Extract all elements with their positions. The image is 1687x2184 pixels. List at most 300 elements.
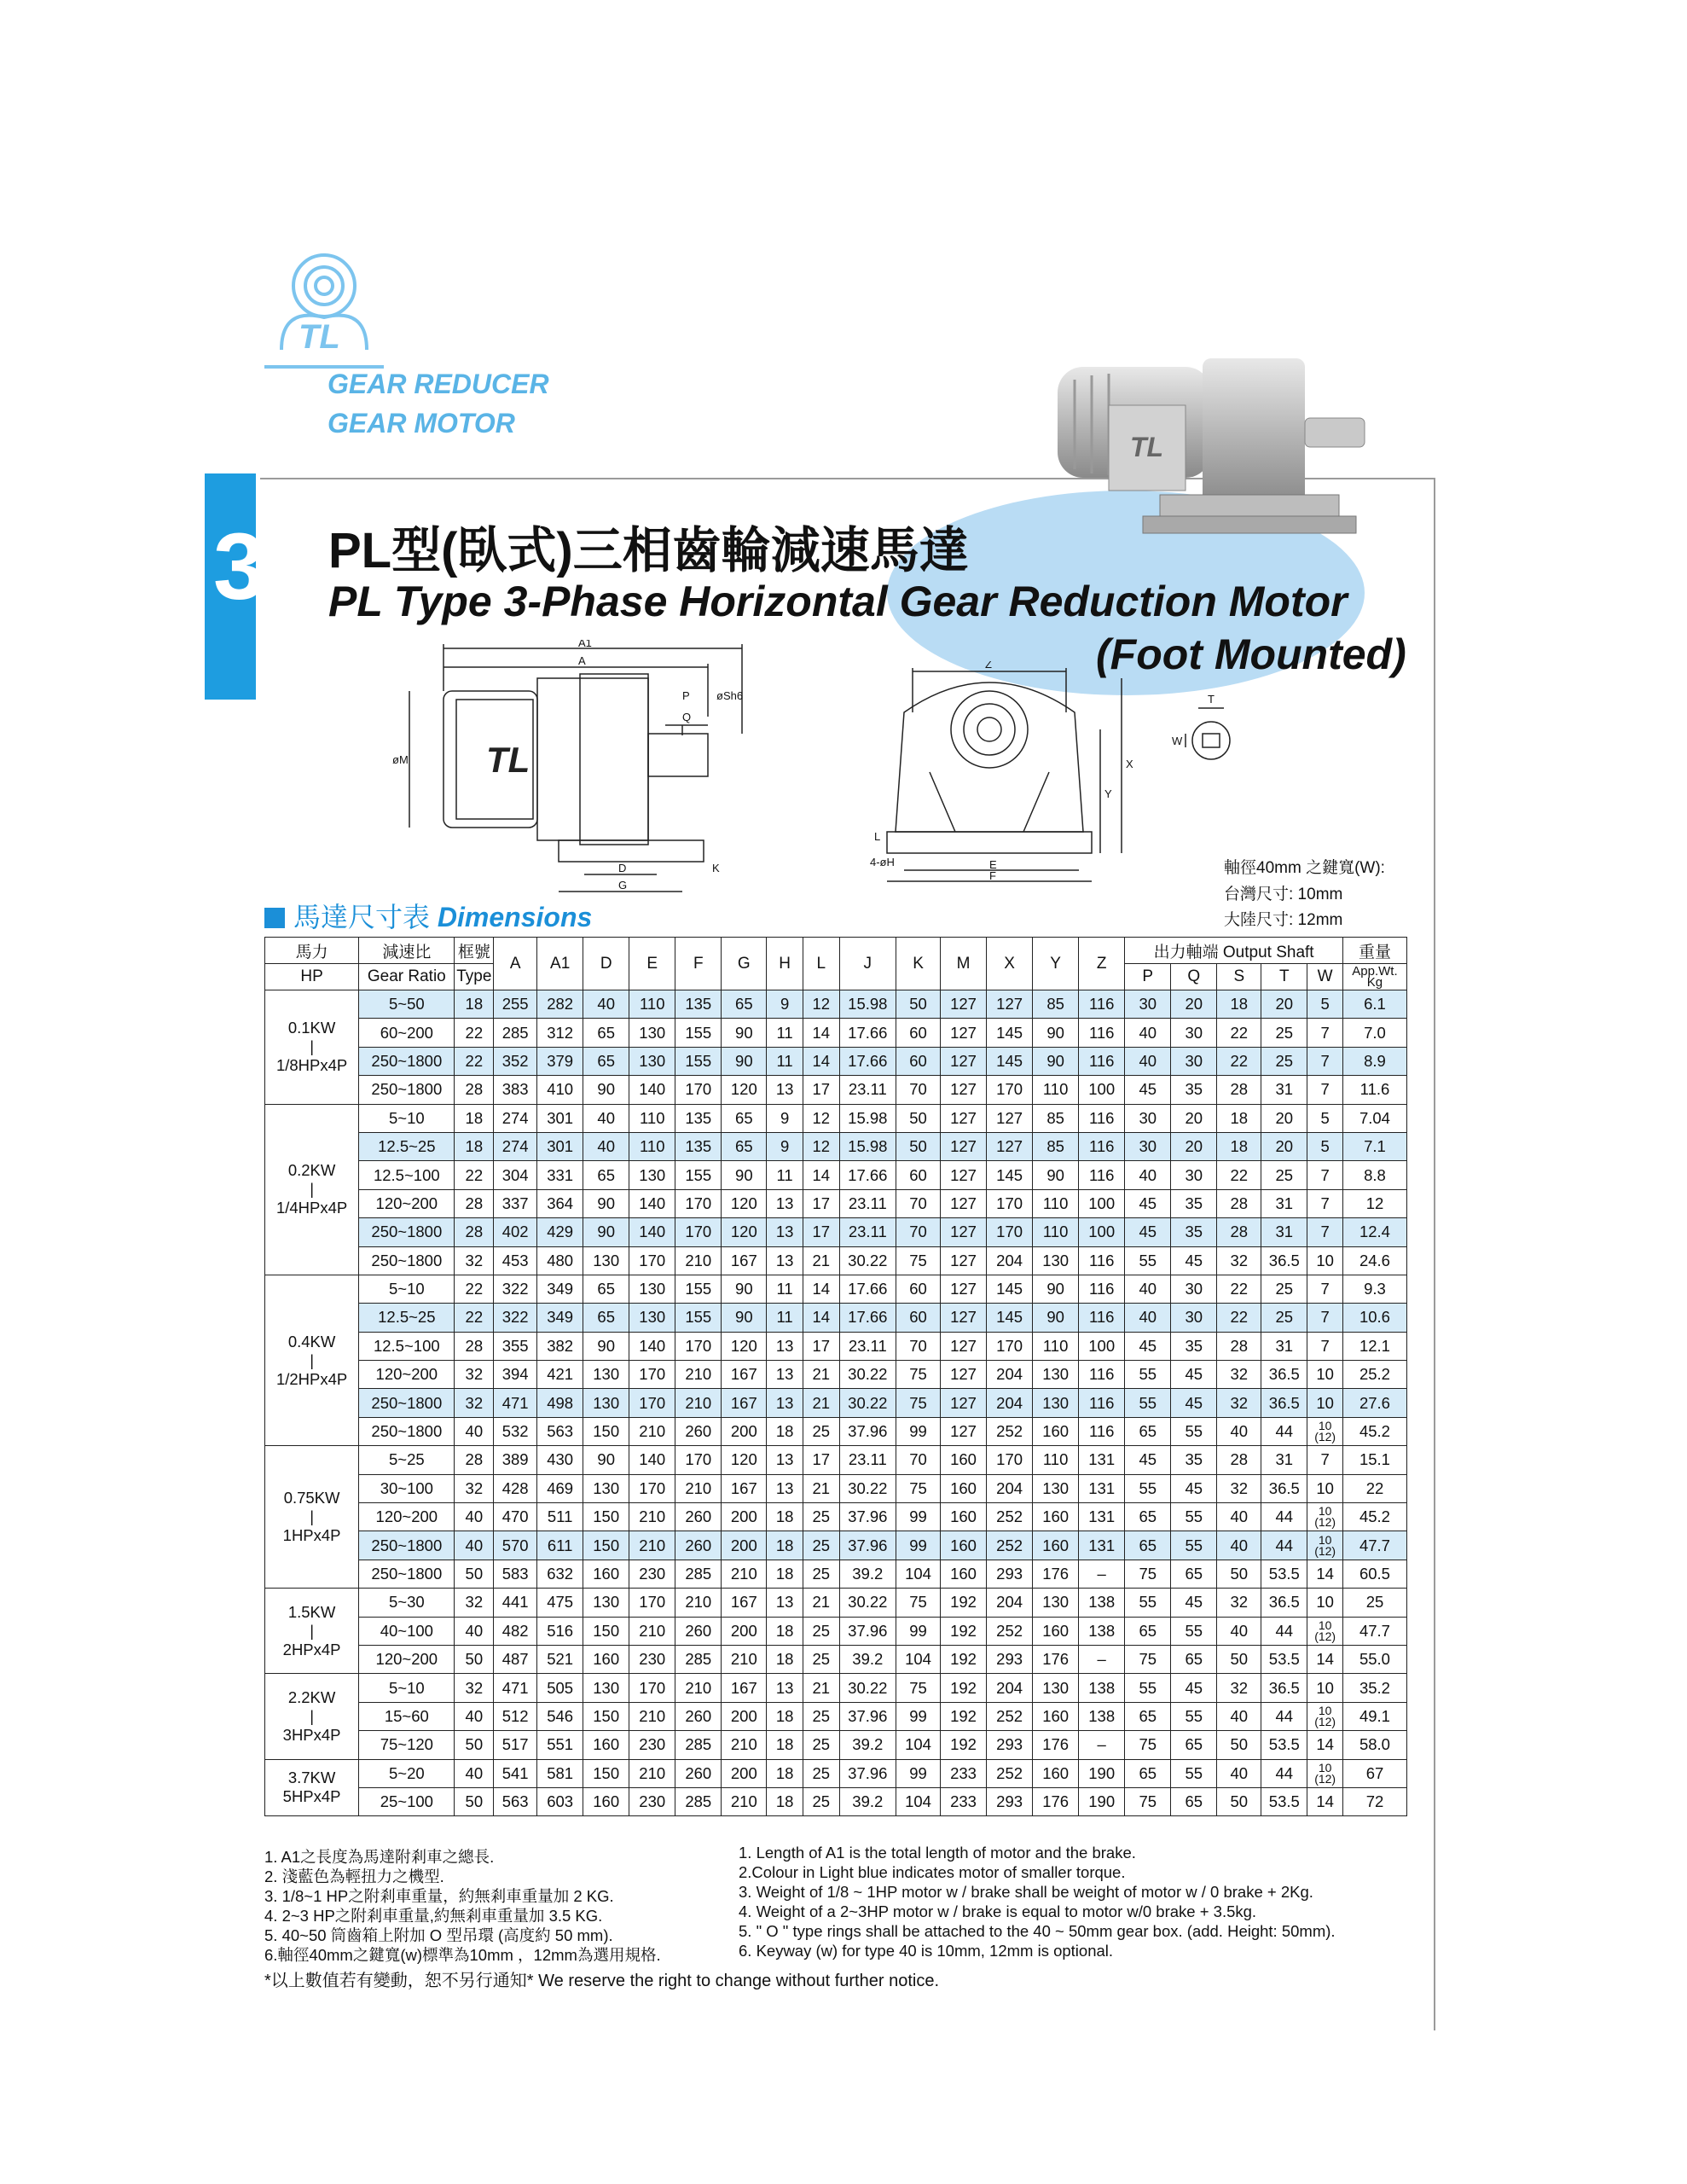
table-cell: 22 xyxy=(455,1047,494,1075)
page-number: 37 xyxy=(213,514,301,619)
table-cell: 250~1800 xyxy=(359,1560,455,1588)
table-cell: 190 xyxy=(1079,1759,1125,1787)
table-cell: 58.0 xyxy=(1342,1731,1406,1759)
table-cell: 382 xyxy=(537,1332,583,1360)
table-cell: 130 xyxy=(629,1304,675,1332)
table-cell: 170 xyxy=(987,1446,1033,1474)
note-zh: 1. A1之長度為馬達附剎車之總長. xyxy=(264,1848,495,1866)
table-cell: 170 xyxy=(987,1189,1033,1217)
table-cell: 25 xyxy=(803,1531,839,1560)
table-row xyxy=(265,1446,1407,1474)
header-col: M xyxy=(941,938,987,990)
table-cell: 352 xyxy=(494,1047,537,1075)
table-cell: 379 xyxy=(537,1047,583,1075)
table-cell: 17.66 xyxy=(839,1019,896,1047)
table-cell: 40 xyxy=(455,1417,494,1445)
table-cell: 36.5 xyxy=(1261,1389,1307,1417)
table-cell: 11.6 xyxy=(1342,1076,1406,1104)
table-cell: 28 xyxy=(1217,1076,1261,1104)
table-cell: 127 xyxy=(941,1332,987,1360)
table-cell: 40 xyxy=(1217,1531,1261,1560)
table-cell: 170 xyxy=(675,1332,722,1360)
table-cell: 31 xyxy=(1261,1446,1307,1474)
hp-line: | xyxy=(310,1180,314,1199)
table-cell: 110 xyxy=(629,990,675,1019)
table-cell: 22 xyxy=(1217,1275,1261,1303)
table-cell: 65 xyxy=(1125,1702,1171,1730)
table-cell: 40 xyxy=(1217,1503,1261,1531)
header-type-zh: 框號 xyxy=(455,938,494,964)
hp-line: 3HPx4P xyxy=(282,1725,341,1744)
table-cell: 30.22 xyxy=(839,1474,896,1502)
table-cell: 90 xyxy=(1033,1275,1079,1303)
note-zh: 6.軸徑40mm之鍵寬(w)標準為10mm ，12mm為選用規格. xyxy=(264,1946,661,1964)
table-cell: 138 xyxy=(1079,1702,1125,1730)
header-col: L xyxy=(803,938,839,990)
table-cell: 22 xyxy=(1342,1474,1406,1502)
table-cell: 75 xyxy=(1125,1731,1171,1759)
table-cell: 13 xyxy=(767,1076,803,1104)
table-cell: 14 xyxy=(803,1304,839,1332)
table-cell: 11 xyxy=(767,1275,803,1303)
table-cell: 31 xyxy=(1261,1332,1307,1360)
table-row xyxy=(265,990,1407,1019)
dimensions-table-body xyxy=(265,990,1407,1816)
table-cell: 11 xyxy=(767,1304,803,1332)
header-shaft-col: P xyxy=(1125,964,1171,990)
svg-text:TL: TL xyxy=(486,740,530,780)
table-cell: 170 xyxy=(987,1218,1033,1246)
table-cell: 160 xyxy=(583,1787,629,1815)
table-cell: 167 xyxy=(722,1389,767,1417)
table-cell: 255 xyxy=(494,990,537,1019)
table-cell: 90 xyxy=(1033,1161,1079,1189)
table-cell: 20 xyxy=(1261,990,1307,1019)
table-cell: 60 xyxy=(896,1304,941,1332)
table-cell: 5~10 xyxy=(359,1674,455,1702)
hp-line: 5HPx4P xyxy=(282,1787,341,1806)
table-cell: 44 xyxy=(1261,1702,1307,1730)
table-cell: 210 xyxy=(629,1417,675,1445)
table-cell: 116 xyxy=(1079,1275,1125,1303)
table-cell: 250~1800 xyxy=(359,1218,455,1246)
table-cell: 23.11 xyxy=(839,1446,896,1474)
table-cell: 55 xyxy=(1125,1674,1171,1702)
table-cell: 120~200 xyxy=(359,1645,455,1673)
table-cell: 210 xyxy=(629,1503,675,1531)
table-cell: 470 xyxy=(494,1503,537,1531)
table-cell: 65 xyxy=(1171,1645,1217,1673)
table-cell: 40 xyxy=(583,1132,629,1160)
table-cell: 25 xyxy=(803,1417,839,1445)
table-cell: 28 xyxy=(1217,1332,1261,1360)
table-cell: 30.22 xyxy=(839,1389,896,1417)
table-cell: 25 xyxy=(803,1731,839,1759)
table-cell: 176 xyxy=(1033,1787,1079,1815)
table-cell: 50 xyxy=(1217,1645,1261,1673)
table-cell: 170 xyxy=(675,1189,722,1217)
table-cell: 14 xyxy=(803,1161,839,1189)
table-cell: 65 xyxy=(583,1047,629,1075)
table-cell: 21 xyxy=(803,1589,839,1617)
side-view-drawing xyxy=(375,640,776,896)
table-cell: 10 xyxy=(1307,1361,1343,1389)
table-cell: 170 xyxy=(629,1474,675,1502)
dim-label-a1: A1 xyxy=(578,640,592,649)
table-cell: 45 xyxy=(1125,1446,1171,1474)
table-cell: 35 xyxy=(1171,1332,1217,1360)
table-row xyxy=(265,1246,1407,1275)
table-cell: 75 xyxy=(1125,1645,1171,1673)
table-cell: 260 xyxy=(675,1417,722,1445)
table-cell: 140 xyxy=(629,1332,675,1360)
table-cell: 127 xyxy=(941,1246,987,1275)
table-cell: 192 xyxy=(941,1702,987,1730)
page-title-en: PL Type 3-Phase Horizontal Gear Reduction Motor xyxy=(328,578,1348,625)
table-cell: 22 xyxy=(455,1304,494,1332)
table-row xyxy=(265,1047,1407,1075)
table-cell: 5 xyxy=(1307,990,1343,1019)
table-cell: 441 xyxy=(494,1589,537,1617)
stacked-keyway-value: 10 (12) xyxy=(1314,1504,1336,1530)
table-cell: 99 xyxy=(896,1702,941,1730)
table-cell: 50 xyxy=(896,990,941,1019)
table-cell: 570 xyxy=(494,1531,537,1560)
hp-cell xyxy=(265,1275,359,1445)
table-cell: 469 xyxy=(537,1474,583,1502)
table-cell: 170 xyxy=(629,1674,675,1702)
table-row xyxy=(265,1617,1407,1645)
dim-label-x: X xyxy=(1126,758,1133,770)
table-cell: 200 xyxy=(722,1417,767,1445)
table-cell: 7.04 xyxy=(1342,1104,1406,1132)
header-col: Y xyxy=(1033,938,1079,990)
table-cell: 65 xyxy=(722,1104,767,1132)
table-cell: 487 xyxy=(494,1645,537,1673)
table-cell: 475 xyxy=(537,1589,583,1617)
table-cell: 32 xyxy=(1217,1674,1261,1702)
table-cell: 285 xyxy=(675,1560,722,1588)
table-cell: 45 xyxy=(1171,1361,1217,1389)
table-cell: 21 xyxy=(803,1361,839,1389)
table-cell: 210 xyxy=(722,1731,767,1759)
table-cell: 170 xyxy=(987,1332,1033,1360)
table-cell: 75 xyxy=(1125,1787,1171,1815)
table-cell: 541 xyxy=(494,1759,537,1787)
shaft-keyway-drawing xyxy=(1160,691,1254,785)
table-cell: 17 xyxy=(803,1332,839,1360)
table-cell: 581 xyxy=(537,1759,583,1787)
table-cell: 55 xyxy=(1125,1361,1171,1389)
note-zh: 2. 淺藍色為輕扭力之機型. xyxy=(264,1867,444,1885)
table-cell: 252 xyxy=(987,1702,1033,1730)
table-cell: 30 xyxy=(1171,1304,1217,1332)
dim-label-y: Y xyxy=(1104,787,1112,800)
table-cell: 7 xyxy=(1307,1047,1343,1075)
table-cell: 130 xyxy=(1033,1389,1079,1417)
table-cell: 210 xyxy=(675,1674,722,1702)
table-cell: 90 xyxy=(583,1189,629,1217)
table-cell: 389 xyxy=(494,1446,537,1474)
table-cell: 285 xyxy=(675,1645,722,1673)
table-cell: 23.11 xyxy=(839,1189,896,1217)
table-cell: 36.5 xyxy=(1261,1361,1307,1389)
table-cell: 130 xyxy=(583,1389,629,1417)
table-cell: 176 xyxy=(1033,1645,1079,1673)
table-cell: 155 xyxy=(675,1047,722,1075)
table-cell: 127 xyxy=(941,1304,987,1332)
table-cell: 5 xyxy=(1307,1132,1343,1160)
table-cell: 37.96 xyxy=(839,1702,896,1730)
header-ratio-en: Gear Ratio xyxy=(359,964,455,990)
table-cell: 116 xyxy=(1079,1246,1125,1275)
table-cell: 65 xyxy=(1171,1787,1217,1815)
table-cell: 301 xyxy=(537,1104,583,1132)
note-en: 4. Weight of a 2~3HP motor w / brake is equal to motor w/0 brake + 3.5kg. xyxy=(739,1902,1257,1920)
table-cell: 23.11 xyxy=(839,1332,896,1360)
table-cell: 85 xyxy=(1033,990,1079,1019)
table-cell xyxy=(1307,1617,1343,1645)
table-cell: 230 xyxy=(629,1560,675,1588)
table-cell: 170 xyxy=(629,1246,675,1275)
table-cell: 45 xyxy=(1125,1076,1171,1104)
table-cell: 116 xyxy=(1079,1361,1125,1389)
table-cell: 45 xyxy=(1171,1246,1217,1275)
table-cell: 155 xyxy=(675,1275,722,1303)
table-cell: 120 xyxy=(722,1189,767,1217)
table-cell: 25 xyxy=(1261,1019,1307,1047)
table-cell: 39.2 xyxy=(839,1731,896,1759)
table-cell: 127 xyxy=(987,1104,1033,1132)
table-cell: 18 xyxy=(767,1645,803,1673)
table-cell: 20 xyxy=(1261,1104,1307,1132)
table-cell: 131 xyxy=(1079,1446,1125,1474)
table-cell: 170 xyxy=(629,1361,675,1389)
table-cell: 20 xyxy=(1171,1104,1217,1132)
table-cell: 45 xyxy=(1171,1674,1217,1702)
table-cell: 50 xyxy=(1217,1731,1261,1759)
table-cell: 65 xyxy=(722,1132,767,1160)
table-cell: 25 xyxy=(1261,1047,1307,1075)
table-cell: 252 xyxy=(987,1617,1033,1645)
table-cell: 110 xyxy=(1033,1189,1079,1217)
table-cell: 394 xyxy=(494,1361,537,1389)
table-cell: 210 xyxy=(722,1645,767,1673)
table-cell: 55 xyxy=(1171,1617,1217,1645)
table-cell xyxy=(1307,1531,1343,1560)
table-cell: 60.5 xyxy=(1342,1560,1406,1588)
brand-line-1: GEAR REDUCER xyxy=(328,369,549,399)
table-cell: 32 xyxy=(1217,1361,1261,1389)
table-cell: 99 xyxy=(896,1617,941,1645)
table-cell: 40 xyxy=(1125,1161,1171,1189)
table-cell: 176 xyxy=(1033,1560,1079,1588)
table-cell: 65 xyxy=(1125,1617,1171,1645)
table-cell: 6.1 xyxy=(1342,990,1406,1019)
table-cell: 402 xyxy=(494,1218,537,1246)
table-cell: 67 xyxy=(1342,1759,1406,1787)
table-cell: 210 xyxy=(629,1702,675,1730)
dim-label-w: W xyxy=(1172,735,1183,747)
table-cell: 210 xyxy=(629,1759,675,1787)
table-cell: 65 xyxy=(1171,1731,1217,1759)
table-cell: 204 xyxy=(987,1361,1033,1389)
table-cell: 15.98 xyxy=(839,1104,896,1132)
table-cell: 7 xyxy=(1307,1161,1343,1189)
table-cell: 100 xyxy=(1079,1332,1125,1360)
table-cell: 12 xyxy=(803,1104,839,1132)
table-cell: 301 xyxy=(537,1132,583,1160)
table-cell: 498 xyxy=(537,1389,583,1417)
table-cell: 7 xyxy=(1307,1019,1343,1047)
table-cell: 18 xyxy=(1217,990,1261,1019)
table-cell: 55 xyxy=(1171,1417,1217,1445)
table-cell: 55 xyxy=(1125,1474,1171,1502)
dim-label-d: D xyxy=(618,862,627,874)
table-cell: 13 xyxy=(767,1332,803,1360)
table-cell: 65 xyxy=(583,1275,629,1303)
table-cell: 60~200 xyxy=(359,1019,455,1047)
hp-cell xyxy=(265,1446,359,1589)
table-cell: 160 xyxy=(583,1731,629,1759)
table-cell: 14 xyxy=(803,1019,839,1047)
table-cell: 150 xyxy=(583,1531,629,1560)
table-cell: 40 xyxy=(1125,1047,1171,1075)
table-cell: 23.11 xyxy=(839,1076,896,1104)
table-cell: 210 xyxy=(629,1531,675,1560)
table-cell: 160 xyxy=(583,1645,629,1673)
table-cell: 12.5~25 xyxy=(359,1132,455,1160)
table-cell: 104 xyxy=(896,1560,941,1588)
table-cell: 70 xyxy=(896,1332,941,1360)
table-cell: 250~1800 xyxy=(359,1076,455,1104)
table-cell: 40 xyxy=(455,1503,494,1531)
table-cell: 18 xyxy=(767,1759,803,1787)
table-cell: 39.2 xyxy=(839,1787,896,1815)
table-row xyxy=(265,1702,1407,1730)
table-cell: 116 xyxy=(1079,1104,1125,1132)
hp-line: 2HPx4P xyxy=(282,1640,341,1658)
table-cell: 131 xyxy=(1079,1474,1125,1502)
table-row xyxy=(265,1332,1407,1360)
table-cell: 383 xyxy=(494,1076,537,1104)
gear-motor-photo xyxy=(1041,341,1373,546)
table-cell: 53.5 xyxy=(1261,1787,1307,1815)
table-cell: 104 xyxy=(896,1645,941,1673)
table-cell: 25 xyxy=(803,1645,839,1673)
table-cell: 322 xyxy=(494,1304,537,1332)
table-cell: 304 xyxy=(494,1161,537,1189)
table-cell: 260 xyxy=(675,1531,722,1560)
table-cell: 130 xyxy=(583,1674,629,1702)
table-cell: 204 xyxy=(987,1389,1033,1417)
table-cell: 138 xyxy=(1079,1674,1125,1702)
stacked-keyway-value: 10 (12) xyxy=(1314,1760,1336,1786)
table-cell: 32 xyxy=(455,1246,494,1275)
table-cell: 120 xyxy=(722,1076,767,1104)
hp-line: 1/4HPx4P xyxy=(275,1199,348,1217)
table-cell: 135 xyxy=(675,990,722,1019)
hp-line: 1.5KW xyxy=(287,1602,336,1621)
dim-label-z: Z xyxy=(985,661,992,671)
table-cell: 120 xyxy=(722,1446,767,1474)
table-cell: 40 xyxy=(1217,1417,1261,1445)
table-cell: 116 xyxy=(1079,990,1125,1019)
table-cell: 563 xyxy=(494,1787,537,1815)
table-cell: 250~1800 xyxy=(359,1417,455,1445)
table-cell: 44 xyxy=(1261,1503,1307,1531)
table-cell: 37.96 xyxy=(839,1617,896,1645)
table-cell: 12.1 xyxy=(1342,1332,1406,1360)
table-cell: 135 xyxy=(675,1104,722,1132)
table-cell: 210 xyxy=(629,1617,675,1645)
table-cell: 22 xyxy=(455,1275,494,1303)
table-cell: 20 xyxy=(1171,1132,1217,1160)
dim-label-e: E xyxy=(989,858,997,871)
table-cell: 130 xyxy=(1033,1246,1079,1275)
table-cell: 138 xyxy=(1079,1617,1125,1645)
table-cell: 55 xyxy=(1171,1503,1217,1531)
table-cell: 364 xyxy=(537,1189,583,1217)
table-cell: 155 xyxy=(675,1019,722,1047)
table-cell: 22 xyxy=(455,1161,494,1189)
header-col: E xyxy=(629,938,675,990)
table-cell: 39.2 xyxy=(839,1560,896,1588)
dim-label-l: L xyxy=(874,830,881,843)
table-cell: 40 xyxy=(1125,1275,1171,1303)
table-row xyxy=(265,1531,1407,1560)
table-cell: 274 xyxy=(494,1132,537,1160)
table-cell: 7 xyxy=(1307,1332,1343,1360)
table-cell: 21 xyxy=(803,1474,839,1502)
hp-cell xyxy=(265,1589,359,1674)
table-cell: 45 xyxy=(1125,1332,1171,1360)
table-cell: 72 xyxy=(1342,1787,1406,1815)
table-cell: 252 xyxy=(987,1417,1033,1445)
table-cell: 110 xyxy=(629,1104,675,1132)
note-zh: 3. 1/8~1 HP之附剎車重量，約無剎車重量加 2 KG. xyxy=(264,1887,614,1905)
table-cell: 210 xyxy=(675,1474,722,1502)
table-cell: 75 xyxy=(896,1389,941,1417)
table-cell: 192 xyxy=(941,1731,987,1759)
table-cell: 7 xyxy=(1307,1076,1343,1104)
hp-line: | xyxy=(310,1037,314,1056)
table-cell: 18 xyxy=(455,1104,494,1132)
table-cell: 260 xyxy=(675,1702,722,1730)
header-col: A xyxy=(494,938,537,990)
table-cell: 21 xyxy=(803,1674,839,1702)
table-cell: 145 xyxy=(987,1275,1033,1303)
table-cell: 36.5 xyxy=(1261,1674,1307,1702)
table-cell: 116 xyxy=(1079,1304,1125,1332)
table-cell: 10 xyxy=(1307,1474,1343,1502)
table-cell: 90 xyxy=(1033,1047,1079,1075)
table-cell: 150 xyxy=(583,1702,629,1730)
table-row xyxy=(265,1389,1407,1417)
table-cell: 44 xyxy=(1261,1417,1307,1445)
table-cell: 65 xyxy=(722,990,767,1019)
table-cell: 90 xyxy=(583,1218,629,1246)
table-cell: 546 xyxy=(537,1702,583,1730)
table-cell: 210 xyxy=(722,1787,767,1815)
hp-line: | xyxy=(310,1507,314,1526)
table-cell: 120~200 xyxy=(359,1189,455,1217)
hp-line: | xyxy=(310,1706,314,1725)
table-cell: 40 xyxy=(1217,1617,1261,1645)
table-cell: 127 xyxy=(941,1417,987,1445)
table-cell: 160 xyxy=(941,1560,987,1588)
table-cell: 127 xyxy=(941,1361,987,1389)
